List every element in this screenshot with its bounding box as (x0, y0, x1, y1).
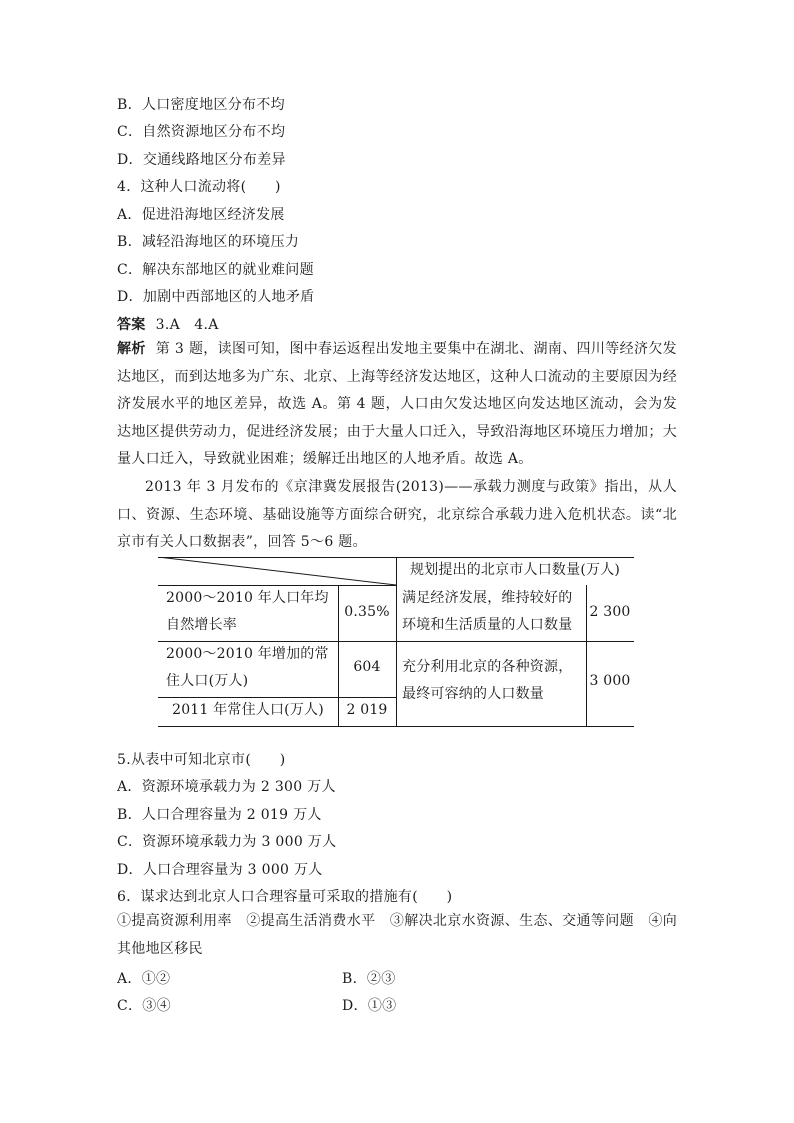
table-left-row-label: 2011 年常住人口(万人) (172, 702, 324, 718)
table-left-row-label: 2000～2010 年人口年均自然增长率 (166, 590, 329, 633)
q5-option-b: B．人口合理容量为 2 019 万人 (117, 807, 322, 823)
q5-option-d: D．人口合理容量为 3 000 万人 (117, 862, 323, 878)
analysis-paragraph (117, 336, 677, 474)
q5-option-a: A．资源环境承载力为 2 300 万人 (117, 779, 336, 795)
q6-measures: ①提高资源利用率 ②提高生活消费水平 ③解决北京水资源、生态、交通等问题 ④向其他地区移民 (117, 913, 677, 957)
q5-option-c: C．资源环境承载力为 3 000 万人 (117, 834, 337, 850)
analysis-text: 第 3 题，读图可知，图中春运返程出发地主要集中在湖北、湖南、四川等经济欠发达地区，而到达地多为广东、北京、上海等经济发达地区，这种人口流动的主要原因为经济发展水平的地区差异，故选 A。第 4 题，人口由欠发达地区向发达地区流动，会为发达地区提供劳动力，促进经济发展；由于大量人口迁入，导致沿海地区环境压力增加；大量人口迁入，导致就业困难；缓解迁出地区的人地矛盾。故选 A。 (117, 341, 677, 468)
table-right-row-value: 2 300 (589, 604, 631, 620)
table-right-row-label: 满足经济发展，维持较好的环境和生活质量的人口数量 (402, 590, 573, 633)
table-right-row-value: 3 000 (589, 673, 631, 689)
q6-stem: 6．谋求达到北京人口合理容量可采取的措施有( ) (117, 889, 453, 905)
table-left-row-value: 604 (353, 659, 381, 675)
table-header-right: 规划提出的北京市人口数量(万人) (409, 562, 621, 578)
table-diagonal-line (158, 557, 397, 586)
population-data-table (158, 557, 634, 727)
answer-label: 答案 (117, 317, 146, 333)
q3-option-d: D．交通线路地区分布差异 (117, 152, 286, 168)
q4-option-c: C．解决东部地区的就业难问题 (117, 262, 314, 278)
q3-option-b: B．人口密度地区分布不均 (117, 97, 285, 113)
q5-stem: 5.从表中可知北京市( ) (117, 752, 286, 768)
q6-option-d: D．①③ (342, 998, 397, 1014)
table-left-row-label: 2000～2010 年增加的常住人口(万人) (166, 646, 329, 689)
q6-option-c: C．③④ (117, 998, 171, 1014)
q6-option-a: A．①② (117, 971, 171, 987)
q4-option-b: B．减轻沿海地区的环境压力 (117, 234, 300, 250)
table-right-row-label: 充分利用北京的各种资源，最终可容纳的人口数量 (402, 659, 573, 702)
intro-paragraph: 2013 年 3 月发布的《京津冀发展报告(2013)——承载力测度与政策》指出，从人口、资源、生态环境、基础设施等方面综合研究，北京综合承载力进入危机状态。读“北京市有关人口数据表”，回答 5～6 题。 (117, 479, 677, 551)
q6-option-b: B．②③ (342, 971, 396, 987)
answer-value: 3.A 4.A (155, 317, 219, 333)
table-left-row-value: 0.35% (344, 604, 390, 620)
q3-option-c: C．自然资源地区分布不均 (117, 124, 286, 140)
q4-option-d: D．加剧中西部地区的人地矛盾 (117, 289, 315, 305)
analysis-label: 解析 (117, 341, 146, 357)
q4-stem: 4．这种人口流动将( ) (117, 179, 281, 195)
q4-option-a: A．促进沿海地区经济发展 (117, 207, 285, 223)
table-left-row-value: 2 019 (346, 702, 388, 718)
answer-line (117, 315, 219, 335)
